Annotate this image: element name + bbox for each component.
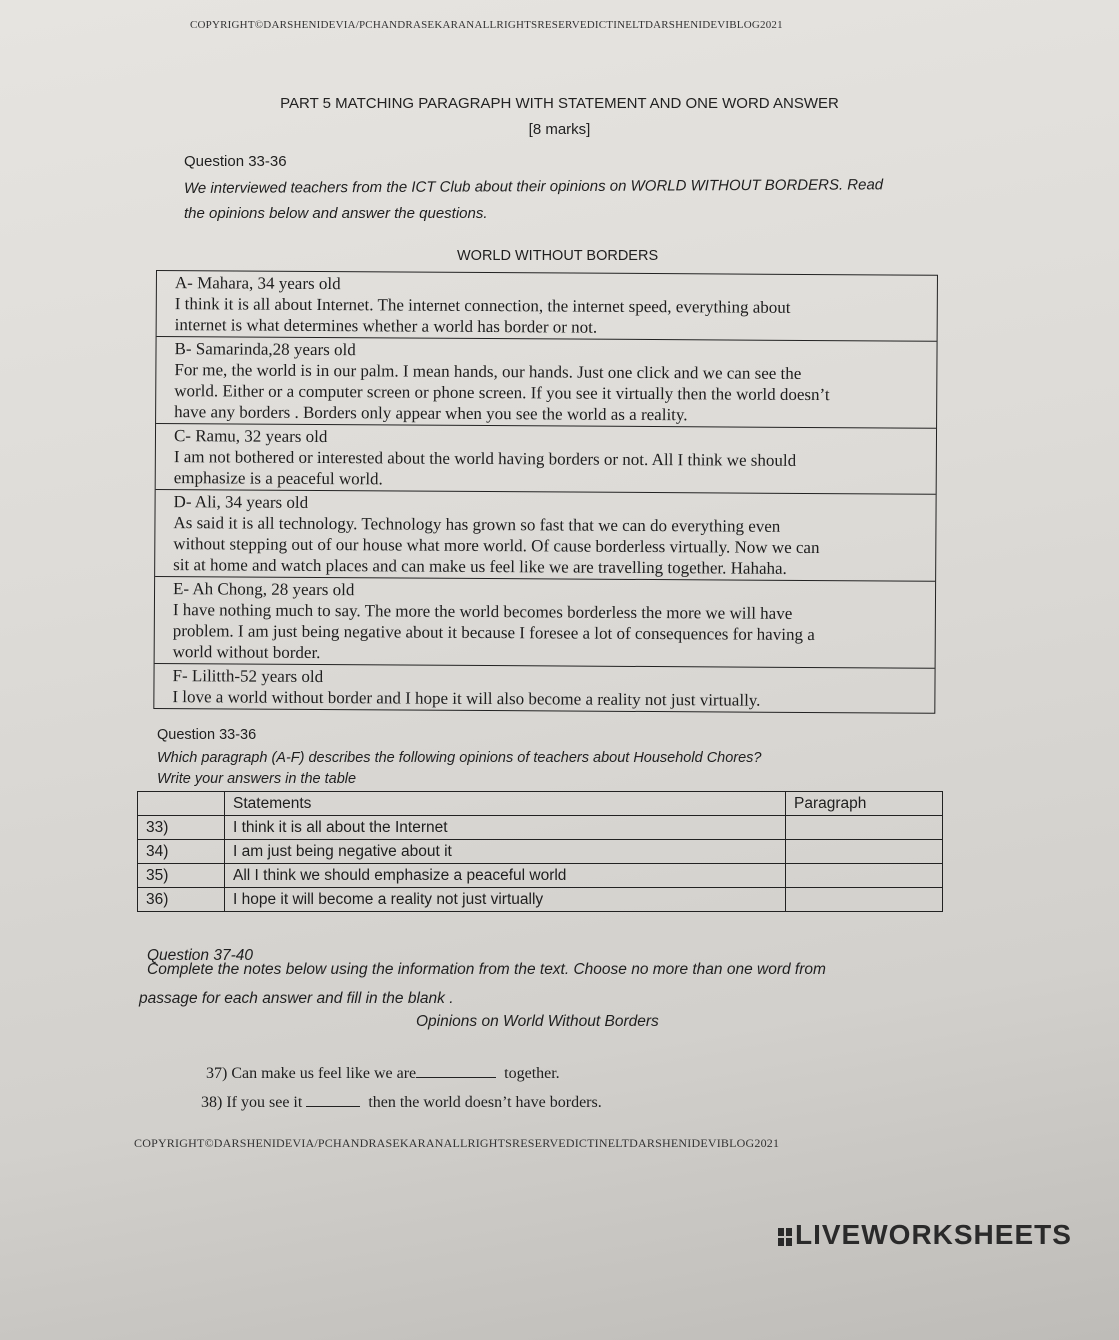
opinion-a-heading: A- Mahara, 34 years old	[174, 273, 341, 294]
opinion-c-line: I am not bothered or interested about the world having borders or not. All I think we should	[173, 447, 797, 470]
header-paragraph: Paragraph	[786, 792, 943, 816]
opinion-f	[154, 664, 934, 713]
row-number: 36)	[138, 888, 225, 912]
notes-instruction-2: passage for each answer and fill in the blank .	[139, 990, 454, 1007]
opinion-e-heading: E- Ah Chong, 28 years old	[172, 579, 355, 600]
notes-title: Opinions on World Without Borders	[416, 1013, 659, 1030]
note-38-after: then the world doesn’t have borders.	[368, 1094, 602, 1111]
blank-37-input[interactable]	[416, 1077, 496, 1078]
opinion-e	[155, 577, 936, 669]
note-38-text: 38) If you see it	[201, 1094, 303, 1111]
row-statement: I am just being negative about it	[225, 840, 786, 864]
answer-table	[137, 791, 943, 912]
opinion-e-line: problem. I am just being negative about it because I foresee a lot of consequences for having a	[172, 621, 815, 645]
row-number: 33)	[138, 816, 225, 840]
opinion-f-line: I love a world without border and I hope it will also become a reality not just virtually.	[172, 687, 761, 710]
opinions-table	[153, 270, 938, 714]
row-statement: I think it is all about the Internet	[225, 816, 786, 840]
opinion-d-line: As said it is all technology. Technology has grown so fast that we can do everything even	[173, 513, 781, 536]
opinion-d-line: without stepping out of our house what more world. Of cause borderless virtually. Now we can	[173, 534, 820, 558]
opinion-a-line: I think it is all about Internet. The internet connection, the internet speed, everything about	[174, 294, 791, 317]
opinion-b-heading: B- Samarinda,28 years old	[174, 339, 356, 360]
opinion-b-line: world. Either or a computer screen or phone screen. If you see it virtually then the world doesn’t	[174, 381, 830, 405]
opinion-b	[156, 337, 937, 429]
answer-cell-36[interactable]	[786, 888, 943, 912]
table-row	[138, 816, 943, 840]
intro-line-1: We interviewed teachers from the ICT Club about their opinions on WORLD WITHOUT BORDERS. Read	[183, 176, 884, 197]
row-statement: I hope it will become a reality not just virtually	[225, 888, 786, 912]
answer-cell-35[interactable]	[786, 864, 943, 888]
answer-table-header	[138, 792, 943, 816]
blank-38-input[interactable]	[306, 1106, 360, 1107]
notes-instruction-1: Complete the notes below using the information from the text. Choose no more than one word from	[147, 961, 826, 978]
row-number: 35)	[138, 864, 225, 888]
question-37-40-label: Question 37-40	[147, 947, 253, 964]
liveworksheets-logo-icon	[778, 1228, 792, 1246]
opinion-c-heading: C- Ramu, 32 years old	[173, 426, 328, 447]
note-37-text: 37) Can make us feel like we are	[206, 1065, 417, 1082]
opinion-a	[157, 271, 937, 342]
opinion-d-heading: D- Ali, 34 years old	[173, 492, 309, 512]
opinion-d-line: sit at home and watch places and can make us feel like we are travelling together. Hahaha.	[173, 555, 787, 578]
answer-cell-33[interactable]	[786, 816, 943, 840]
note-37	[206, 1065, 560, 1083]
write-answers-instruction: Write your answers in the table	[157, 771, 357, 787]
marks-label: [8 marks]	[528, 121, 591, 138]
opinion-c	[156, 424, 936, 495]
table-row	[138, 864, 943, 888]
row-statement: All I think we should emphasize a peaceful world	[225, 864, 786, 888]
opinion-b-line: For me, the world is in our palm. I mean hands, our hands. Just one click and we can see the	[174, 360, 802, 383]
copyright-bottom: COPYRIGHT©DARSHENIDEVIA/PCHANDRASEKARANALLRIGHTSRESERVEDICTINELTDARSHENIDEVIBLOG2021	[134, 1136, 780, 1150]
note-37-after: together.	[504, 1065, 560, 1082]
part-title: PART 5 MATCHING PARAGRAPH WITH STATEMENT AND ONE WORD ANSWER	[280, 95, 839, 112]
table-row	[138, 840, 943, 864]
note-38	[201, 1094, 602, 1112]
question-33-36-label-2: Question 33-36	[157, 727, 257, 743]
opinion-a-line: internet is what determines whether a world has border or not.	[174, 315, 598, 337]
opinion-e-line: I have nothing much to say. The more the world becomes borderless the more we will have	[172, 600, 793, 623]
watermark-text: LIVEWORKSHEETS	[795, 1219, 1072, 1250]
opinion-b-line: have any borders . Borders only appear when you see the world as a reality.	[174, 402, 688, 425]
liveworksheets-watermark	[778, 1219, 1072, 1251]
table-row	[138, 888, 943, 912]
opinion-f-heading: F- Lilitth-52 years old	[172, 666, 324, 687]
answer-cell-34[interactable]	[786, 840, 943, 864]
opinion-c-line: emphasize is a peaceful world.	[173, 468, 383, 489]
matching-instruction: Which paragraph (A-F) describes the following opinions of teachers about Household Chores?	[157, 750, 762, 766]
row-number: 34)	[138, 840, 225, 864]
copyright-top: COPYRIGHT©DARSHENIDEVIA/PCHANDRASEKARANALLRIGHTSRESERVEDICTINELTDARSHENIDEVIBLOG2021	[190, 19, 783, 31]
intro-line-2: the opinions below and answer the questions.	[184, 205, 488, 222]
opinion-e-line: world without border.	[172, 642, 321, 663]
opinion-d	[155, 490, 936, 582]
header-statements: Statements	[225, 792, 786, 816]
header-number-cell	[138, 792, 225, 816]
question-33-36-label: Question 33-36	[184, 153, 287, 170]
table-title: WORLD WITHOUT BORDERS	[457, 248, 659, 264]
